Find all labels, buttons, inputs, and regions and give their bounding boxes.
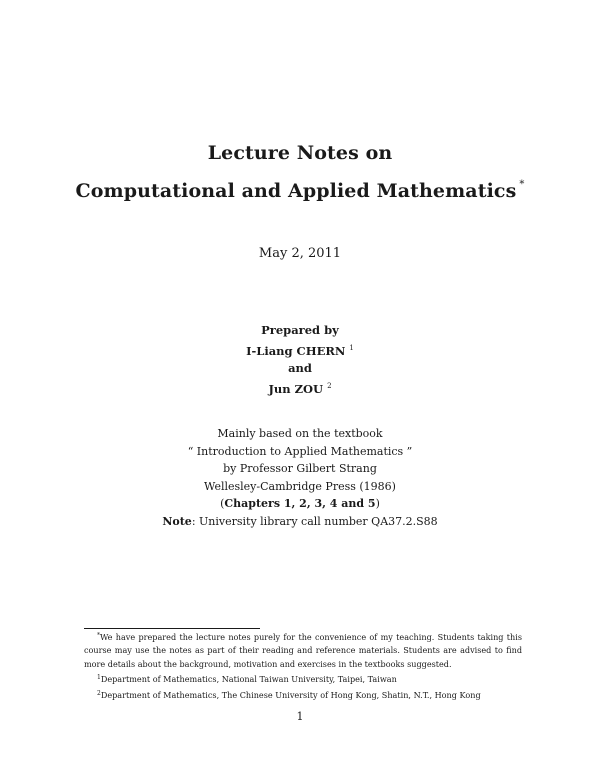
author-2-name: Jun ZOU xyxy=(268,381,324,396)
footnote-1-mark: 1 xyxy=(97,674,101,682)
textbook-intro: Mainly based on the textbook xyxy=(217,427,383,440)
footnote-star-mark: * xyxy=(97,632,100,639)
footnote-star xyxy=(84,629,522,671)
page-number: 1 xyxy=(296,710,304,723)
prepared-by-label: Prepared by xyxy=(261,323,339,337)
footnote-2-text: Department of Mathematics, The Chinese University of Hong Kong, Shatin, N.T., Hong Kong xyxy=(100,689,481,700)
author-2 xyxy=(0,378,600,399)
document-title xyxy=(0,138,600,207)
textbook-title: “ Introduction to Applied Mathematics ” xyxy=(187,444,413,458)
textbook-author: by Professor Gilbert Strang xyxy=(223,462,377,476)
library-note-label: Note xyxy=(162,514,192,528)
library-note xyxy=(0,513,600,531)
chapters-close-paren: ) xyxy=(375,497,380,511)
document-date: May 2, 2011 xyxy=(258,246,342,261)
footnote-1-text: Department of Mathematics, National Taiwan University, Taipei, Taiwan xyxy=(100,674,397,685)
author-2-footnote-mark[interactable]: 2 xyxy=(327,381,332,390)
textbook-chapters xyxy=(0,495,600,513)
authors-conjunction: and xyxy=(288,361,312,375)
textbook-info xyxy=(0,425,600,531)
footnote-1 xyxy=(84,671,522,686)
library-note-text: : University library call number QA37.2.S88 xyxy=(191,514,438,528)
textbook-publisher: Wellesley-Cambridge Press (1986) xyxy=(204,479,396,493)
title-line-2-text: Computational and Applied Mathematics xyxy=(75,180,517,202)
footnote-star-text: We have prepared the lecture notes purely for the convenience of my teaching. Students taking this course may use the notes as part of their reading and reference materials. Students are advised to find more details about the background, motivation and exercises in the textbooks suggested. xyxy=(84,632,522,669)
author-1-footnote-mark[interactable]: 1 xyxy=(349,343,354,352)
title-line-2 xyxy=(0,169,600,207)
author-1-name: I-Liang CHERN xyxy=(246,343,346,358)
title-footnote-mark[interactable]: * xyxy=(519,179,525,190)
chapters-open-paren: ( xyxy=(220,497,225,511)
footnotes xyxy=(84,629,522,702)
footnote-2-mark: 2 xyxy=(97,689,101,697)
author-1 xyxy=(0,340,600,361)
chapters-list: Chapters 1, 2, 3, 4 and 5 xyxy=(224,497,376,511)
footnote-2 xyxy=(84,687,522,702)
authors-block xyxy=(0,322,600,398)
title-line-1: Lecture Notes on xyxy=(207,142,393,164)
